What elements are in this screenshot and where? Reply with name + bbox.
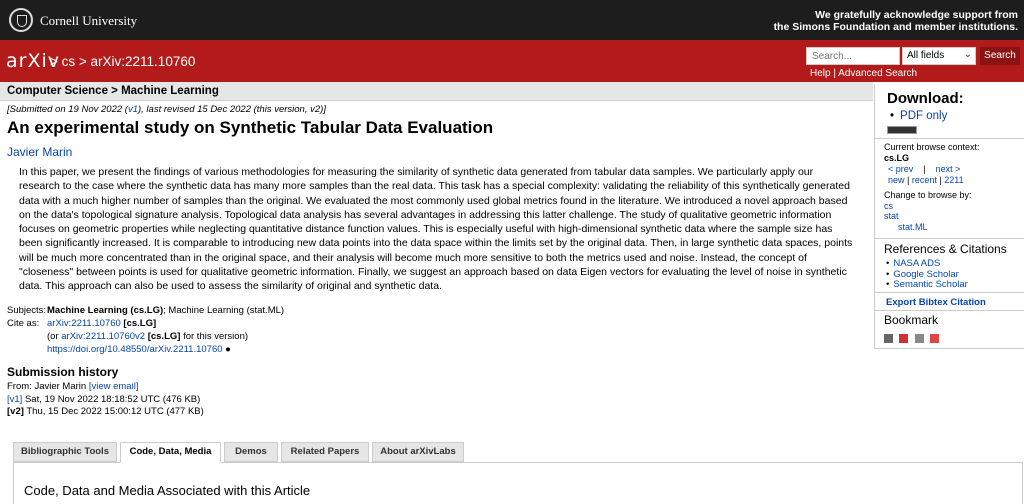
cornell-header	[0, 0, 1024, 40]
ack-line-1: We gratefully acknowledge support from	[815, 9, 1018, 21]
subject-header	[0, 82, 873, 101]
cite-label: Cite as:	[7, 318, 40, 329]
cite-alt-category: [cs.LG]	[147, 331, 181, 342]
sidebar-divider	[874, 138, 1024, 139]
chevron-down-icon: ⌄	[963, 49, 972, 60]
cite-id-link[interactable]: arXiv:2211.10760	[47, 318, 121, 329]
browse-context	[884, 142, 980, 163]
tab-code-data-media[interactable]: Code, Data, Media	[120, 442, 221, 463]
browse-by	[884, 190, 972, 232]
history-from	[7, 381, 138, 392]
cite-category: [cs.LG]	[123, 318, 157, 329]
info-icon[interactable]: ●	[225, 344, 231, 355]
pdf-only-link[interactable]: • PDF only	[890, 110, 947, 122]
subject-header-text: Computer Science > Machine Learning	[7, 85, 219, 97]
search-input[interactable]	[806, 47, 900, 65]
arxiv-logo[interactable]: arXiv	[6, 50, 60, 72]
panel-title: Code, Data and Media Associated with this Article	[24, 483, 311, 498]
browse-nav	[888, 164, 964, 186]
cite-alt-prefix: (or	[47, 331, 62, 342]
tab-related-papers[interactable]: Related Papers	[281, 442, 369, 462]
browse-context-value: cs.LG	[884, 152, 910, 163]
browse-context-label: Current browse context:	[884, 142, 980, 152]
cornell-seal-icon[interactable]	[9, 8, 33, 32]
browse-statml-link[interactable]: stat.ML	[898, 221, 928, 232]
prev-link[interactable]: < prev	[888, 164, 914, 174]
help-advanced-links[interactable]: Help | Advanced Search	[810, 68, 918, 79]
subjects-rest: ; Machine Learning (stat.ML)	[163, 305, 285, 316]
browse-stat-link[interactable]: stat	[884, 211, 899, 221]
abstract: In this paper, we present the findings of various methodologies for measuring the similarity of synthetic data generated from tabular data samples. We particularly apply our research to the case where the synthetic data has many more samples than the real data. This task has a special complexity: validating the reliability of this synthetically generated data with a much higher number of samples than the original. We evaluated the most commonly used global metrics found in the literature. We introduced a novel approach based on the data's topological signature analysis. Topological data analysis has several advantages in addressing this latter challenge. The study of qualitative geometric information focuses on geometric properties while neglecting quantitative distance function values. This is especially useful with high-dimensional synthetic data where the sample size has been significantly increased. It is comparable to introducing new data points into the data space within the limits set by the original data. Then, in large synthetic data spaces, points will be much more concentrated than in the original space, and their analysis will become much more sensitive to both the metrics used and noise. Instead, the concept of "closeness" between points is used for qualitative geometric information. Finally, we suggest an approach based on data Eigen vectors for evaluating the level of noise in synthetic data. This approach can also be used to assess the similarity of original and synthetic data.	[19, 166, 853, 293]
cite-row	[7, 318, 156, 330]
google-scholar-link[interactable]: • Google Scholar	[886, 270, 968, 281]
doi-row	[47, 344, 231, 356]
tab-about-arxivlabs[interactable]: About arXivLabs	[372, 442, 464, 462]
submitted-prefix: [Submitted on 19 Nov 2022 (	[7, 104, 128, 115]
bookmark-icons	[884, 330, 941, 348]
history-v2-label: [v2]	[7, 406, 24, 417]
search-button[interactable]: Search	[980, 47, 1020, 65]
submission-dates	[7, 104, 326, 115]
cornell-name[interactable]: Cornell University	[40, 13, 138, 28]
reddit-icon[interactable]	[930, 334, 939, 343]
cite-alt-link[interactable]: arXiv:2211.10760v2	[61, 331, 146, 342]
bookmark-title: Bookmark	[884, 313, 939, 327]
history-v1	[7, 394, 200, 405]
license-icon[interactable]	[887, 126, 917, 134]
submission-history-title: Submission history	[7, 365, 119, 379]
nasa-ads-link[interactable]: • NASA ADS	[886, 259, 968, 270]
subjects-label: Subjects:	[7, 305, 47, 316]
subjects-row	[7, 305, 284, 317]
mendeley-icon[interactable]	[899, 334, 908, 343]
recent-link[interactable]: recent	[911, 175, 937, 185]
sidebar-divider-3	[874, 292, 1024, 293]
v1-link[interactable]: v1	[127, 104, 138, 115]
nav-sep-3: |	[939, 175, 942, 185]
ack-line-2: the Simons Foundation and member institutions.	[773, 21, 1018, 33]
browse-by-label: Change to browse by:	[884, 190, 972, 200]
semantic-scholar-link[interactable]: • Semantic Scholar	[886, 280, 968, 291]
history-v2	[7, 406, 204, 417]
next-link[interactable]: next >	[935, 164, 961, 174]
subjects-main: Machine Learning (cs.LG)	[47, 305, 164, 316]
references-title: References & Citations	[884, 242, 1007, 256]
history-v2-text: Thu, 15 Dec 2022 15:00:12 UTC (477 KB)	[23, 406, 204, 417]
bibsonomy-icon[interactable]	[884, 334, 893, 343]
browse-cs-link[interactable]: cs	[884, 200, 893, 211]
search-field-value: All fields	[907, 50, 945, 61]
tab-demos[interactable]: Demos	[224, 442, 278, 462]
export-bibtex-link[interactable]: Export Bibtex Citation	[886, 297, 986, 308]
tab-bibliographic-tools[interactable]: Bibliographic Tools	[13, 442, 117, 462]
doi-link[interactable]: https://doi.org/10.48550/arXiv.2211.10760	[47, 344, 223, 355]
nav-sep-2: |	[907, 175, 910, 185]
submitted-suffix: ), last revised 15 Dec 2022 (this version, v2)]	[137, 104, 326, 115]
download-title: Download:	[887, 90, 964, 107]
paper-title: An experimental study on Synthetic Tabular Data Evaluation	[7, 118, 494, 137]
sidebar-divider-4	[874, 310, 1024, 311]
author-link[interactable]: Javier Marin	[7, 145, 73, 159]
search-field-select[interactable]	[902, 47, 976, 65]
acknowledgement[interactable]	[774, 9, 1018, 33]
new-link[interactable]: new	[888, 175, 905, 185]
view-email-link[interactable]: [view email]	[88, 381, 139, 392]
history-v1-text: Sat, 19 Nov 2022 18:18:52 UTC (476 KB)	[22, 394, 201, 405]
sidebar-divider-5	[874, 348, 1024, 349]
month-link[interactable]: 2211	[944, 175, 964, 185]
references-list	[886, 259, 968, 291]
history-from-text: From: Javier Marin	[7, 381, 89, 392]
scienceopen-icon[interactable]	[915, 334, 924, 343]
history-v1-link[interactable]: [v1]	[7, 394, 23, 405]
cite-alt-row	[47, 331, 248, 343]
breadcrumb[interactable]: > cs > arXiv:2211.10760	[50, 54, 196, 69]
sidebar-divider-2	[874, 238, 1024, 239]
nav-sep: |	[923, 164, 926, 174]
cite-alt-suffix: for this version)	[180, 331, 249, 342]
